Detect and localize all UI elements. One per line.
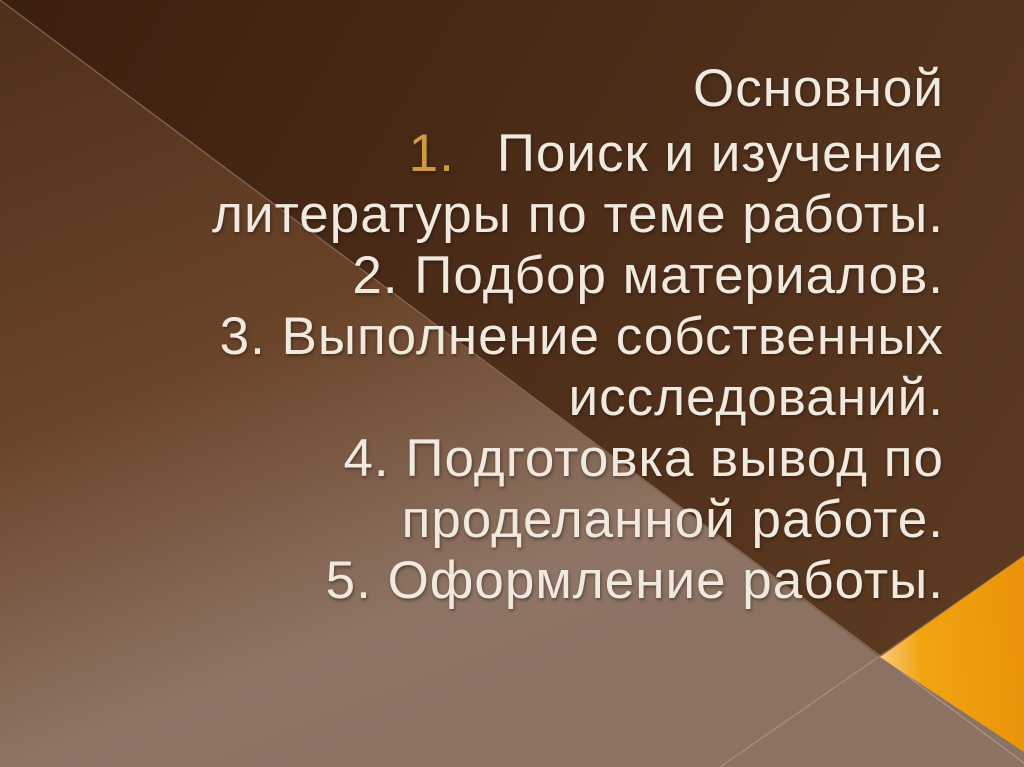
list-line-1-text: Поиск и изучение xyxy=(496,124,944,183)
slide-text-block xyxy=(40,58,944,611)
list-number-1: 1. xyxy=(408,124,455,183)
list-line-3-wrap: исследований. xyxy=(568,368,944,427)
list-line-1 xyxy=(40,123,944,184)
list-line-4-wrap: проделанной работе. xyxy=(401,490,944,549)
list-line-4: 4. Подготовка вывод по xyxy=(343,429,944,488)
list-line-2: 2. Подбор материалов. xyxy=(352,246,944,305)
slide-title: Основной xyxy=(693,59,944,118)
list-line-3: 3. Выполнение собственных xyxy=(219,307,944,366)
list-line-1-wrap: литературы по теме работы. xyxy=(212,185,944,244)
list-line-5: 5. Оформление работы. xyxy=(325,551,944,610)
